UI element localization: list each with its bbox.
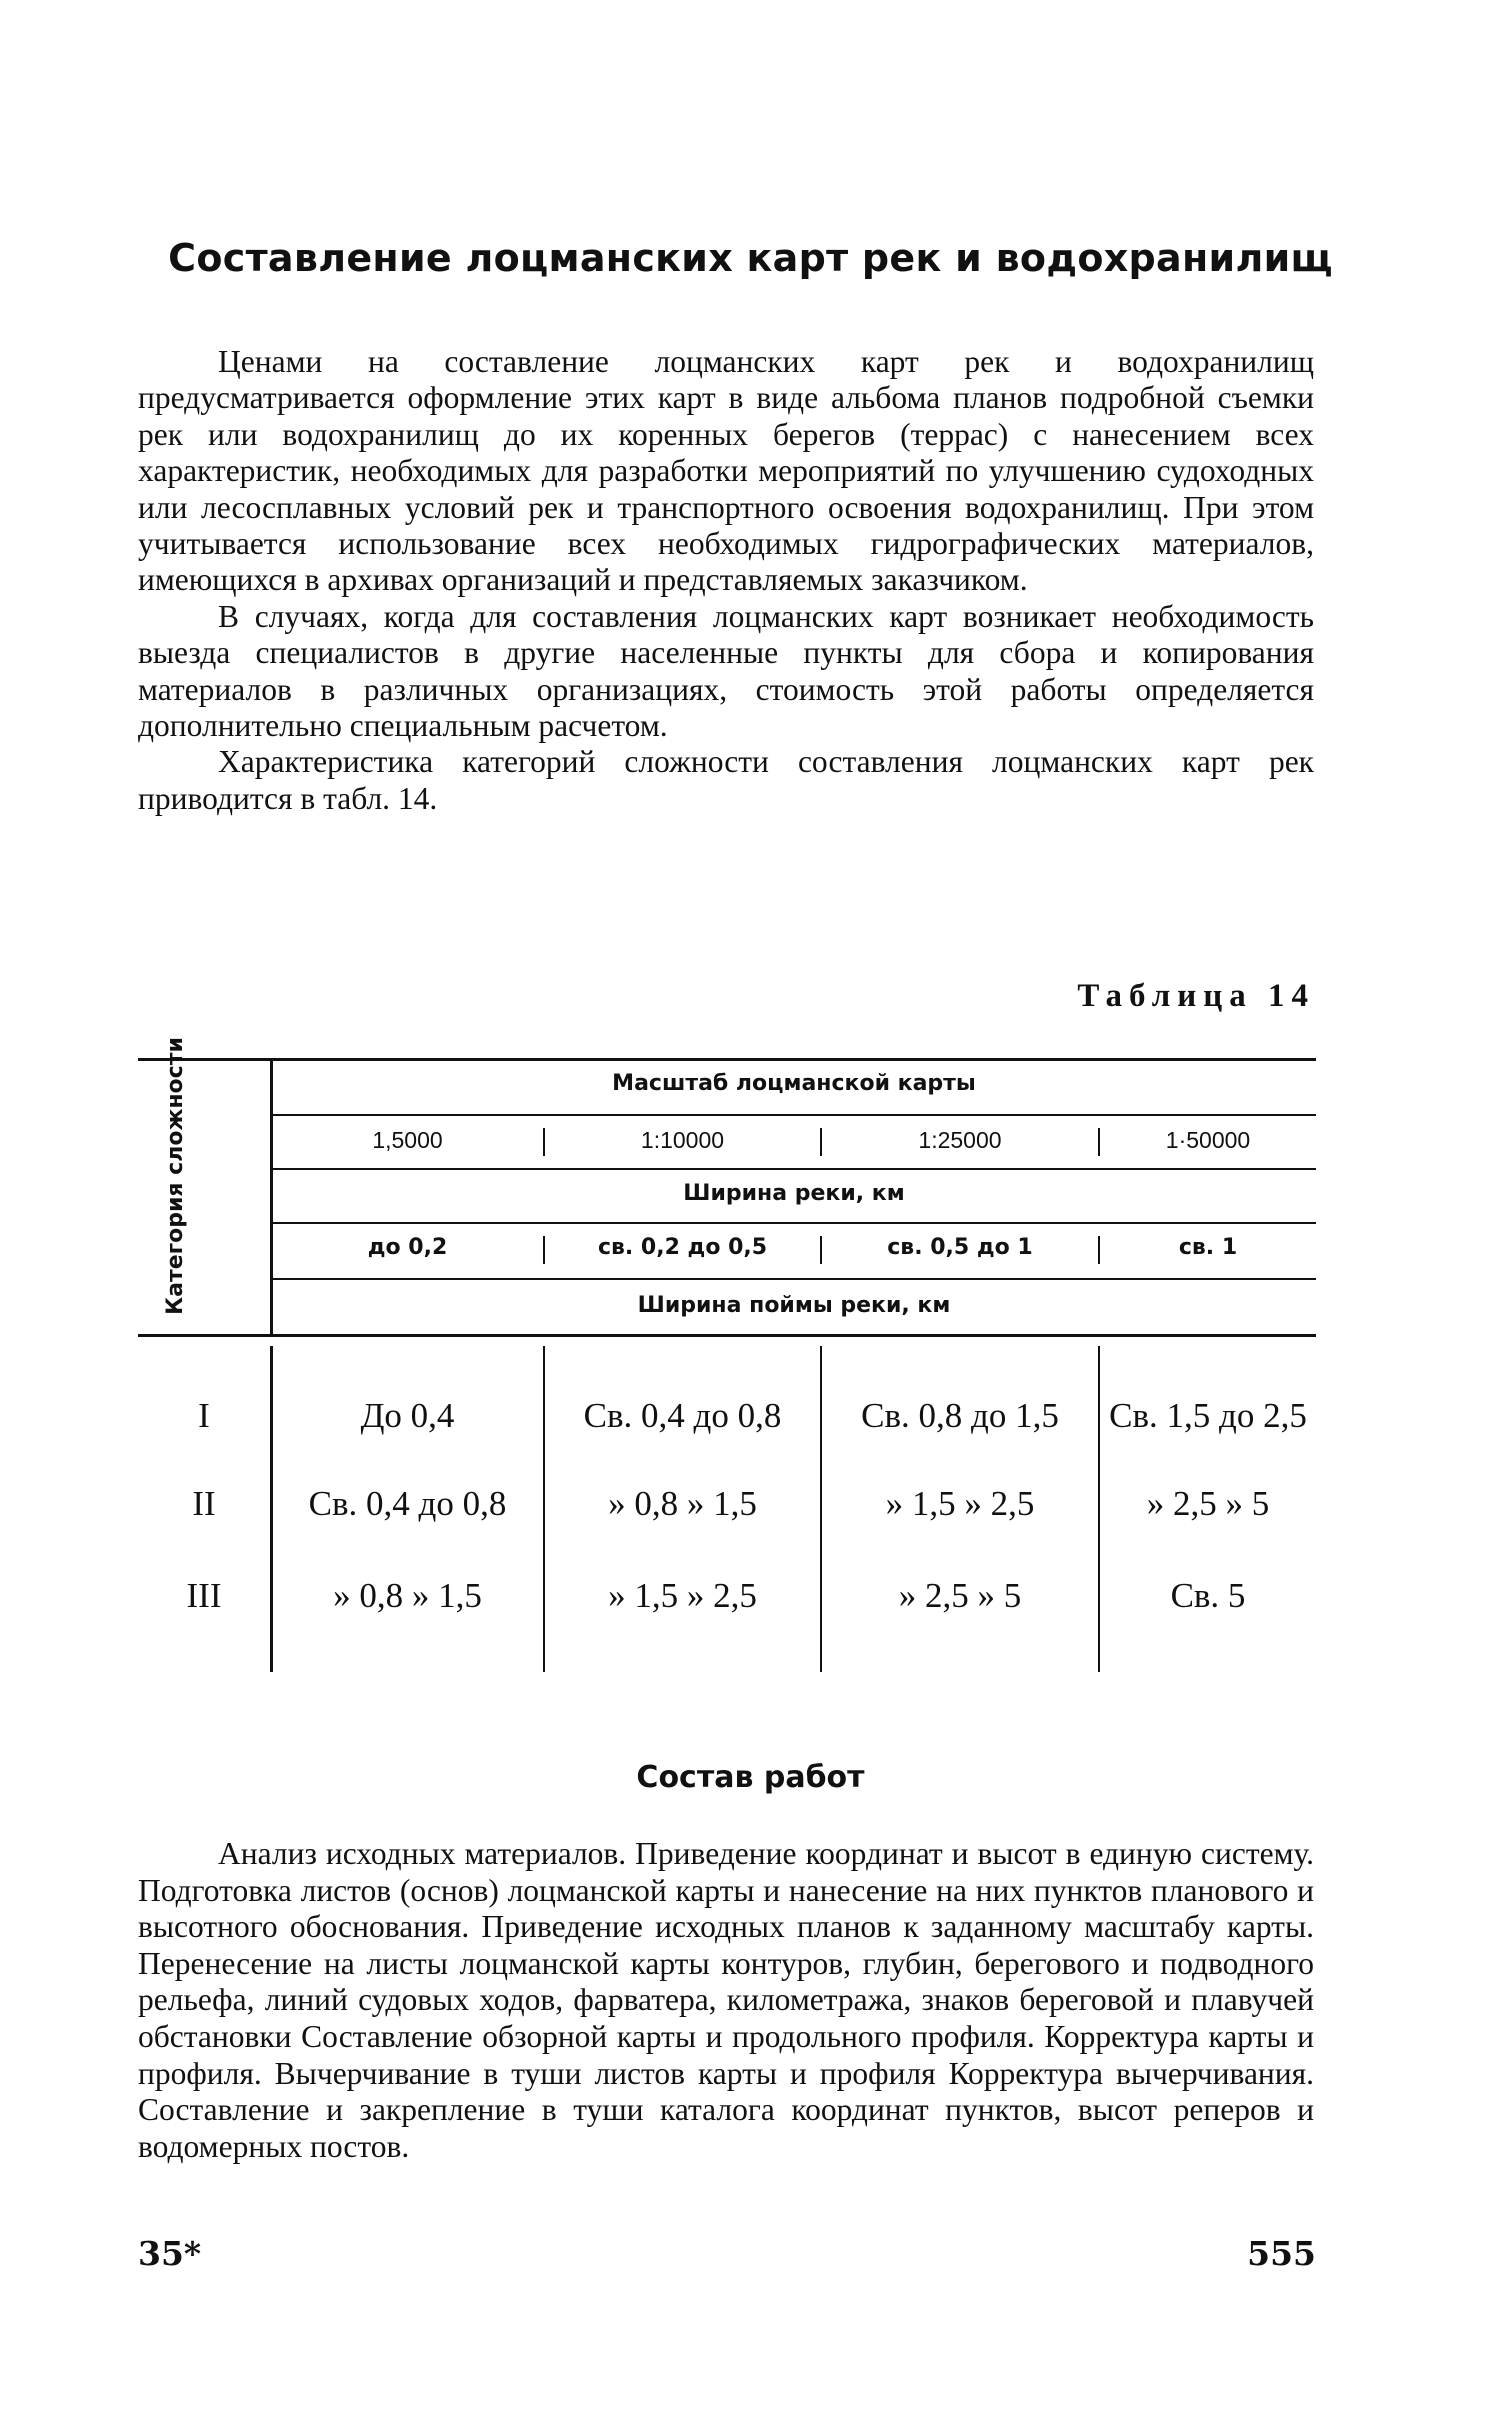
floodplain-value: Св. 1,5 до 2,5 [1109,1396,1307,1435]
category-label: III [186,1576,222,1615]
scale-header: Масштаб лоцманской карты [612,1071,976,1096]
table-top-rule [138,1058,1316,1061]
table-rule [272,1222,1316,1224]
intro-paragraph: Ценами на составление лоцманских карт рек и водохранилищ предусматривается оформление этих карт в виде альбома планов подробной съемки рек или водохранилищ до их коренных берегов (террас) с нанесением всех характеристик, необходимых для разработки мероприятий по улучшению судоходных или лесосплавных условий рек и транспортного освоения водохранилищ. При этом учитывается использование всех необходимых гидрографических материалов, имеющихся в архивах организаций и представляемых заказчиком. [138,344,1314,598]
floodplain-value: Св. 0,4 до 0,8 [583,1396,782,1435]
floodplain-value: » 1,5 » 2,5 [608,1576,757,1615]
table-header-rule [138,1334,1316,1337]
intro-paragraph: В случаях, когда для составления лоцманских карт возникает необходимость выезда специалистов в другие населенные пункты для сбора и копирования материалов в различных организациях, стоимость этой работы определяется дополнительно специальным расчетом. [138,598,1314,744]
river-width-value: св. 0,5 до 1 [887,1235,1033,1260]
river-width-value: до 0,2 [367,1235,448,1260]
table-rule [272,1114,1316,1116]
table-rule [272,1278,1316,1280]
works-title: Состав работ [636,1760,865,1795]
floodplain-value: Св. 5 [1170,1576,1246,1615]
intro-text [138,344,1314,817]
intro-paragraph: Характеристика категорий сложности составления лоцманских карт рек приводится в табл. 14. [138,744,1314,816]
floodplain-value: » 0,8 » 1,5 [608,1484,757,1523]
floodplain-value: » 1,5 » 2,5 [885,1484,1035,1523]
floodplain-value: Св. 0,4 до 0,8 [308,1484,507,1523]
river-width-header: Ширина реки, км [683,1181,905,1206]
floodplain-header: Ширина поймы реки, км [637,1293,951,1318]
table-rule [272,1168,1316,1170]
works-text: Анализ исходных материалов. Приведение координат и высот в единую систему. Подготовка листов (основ) лоцманской карты и нанесение на них пунктов планового и высотного обоснования. Приведение исходных планов к заданному масштабу карты. Перенесение на листы лоцманской карты контуров, глубин, берегового и подводного рельефа, линий судовых ходов, фарватера, километража, знаков береговой и плавучей обстановки Составление обзорной карты и продольного профиля. Корректура карты и профиля. Вычерчивание в туши листов карты и профиля Корректура вычерчивания. Составление и закрепление в туши каталога координат пунктов, высот реперов и водомерных постов. [138,1836,1314,2164]
river-width-value: св. 0,2 до 0,5 [597,1235,768,1260]
category-label: I [198,1396,210,1435]
page-heading: Составление лоцманских карт рек и водохранилищ [168,236,1333,280]
table-caption: Таблица 14 [1077,978,1315,1014]
river-width-value: св. 1 [1178,1235,1238,1260]
floodplain-value: До 0,4 [360,1396,455,1435]
floodplain-value: » 2,5 » 5 [898,1576,1022,1615]
signature-mark: 35* [138,2234,202,2273]
category-header: Категория сложности [163,1037,188,1315]
floodplain-value: » 2,5 » 5 [1146,1484,1270,1523]
page-number: 555 [1247,2234,1316,2273]
scale-value: 1:25000 [918,1127,1002,1153]
scale-value: 1,5000 [372,1127,443,1153]
scale-value: 1:10000 [640,1127,725,1153]
category-label: II [192,1484,216,1523]
floodplain-value: Св. 0,8 до 1,5 [861,1396,1059,1435]
floodplain-value: » 0,8 » 1,5 [333,1576,482,1615]
scale-value: 1·50000 [1165,1127,1251,1153]
